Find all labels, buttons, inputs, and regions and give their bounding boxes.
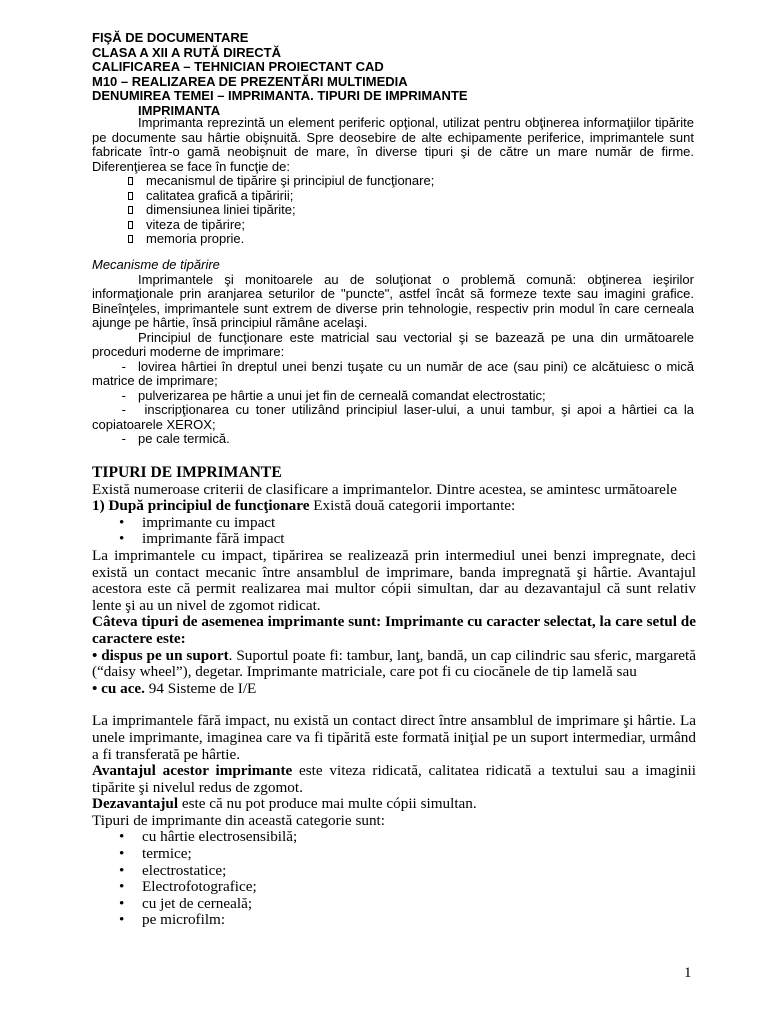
impact-types-paragraph: Câteva tipuri de asemenea imprimante sunt: Imprimante cu caracter selectat, la care setul de caractere este: (92, 613, 696, 647)
bullet-icon: • (119, 513, 125, 531)
nonimpact-types-list (92, 829, 696, 929)
procedures-list (92, 360, 694, 447)
list-item: calitatea grafică a tipăririi; (92, 189, 694, 204)
document-header (92, 31, 692, 118)
list-item: viteza de tipărire; (92, 218, 694, 233)
square-bullet-icon (128, 192, 133, 200)
types-heading: TIPURI DE IMPRIMANTE (92, 464, 282, 481)
list-item: dimensiunea liniei tipărite; (92, 203, 694, 218)
square-bullet-icon (128, 235, 133, 243)
list-item: • Electrofotografice; (119, 878, 257, 896)
bullet-icon: • (119, 894, 125, 912)
disadvantage-paragraph: Dezavantajul este că nu pot produce mai multe cópii simultan. (92, 795, 477, 813)
types-intro: Există numeroase criterii de clasificare a imprimantelor. Dintre acestea, se amintesc următoarele 1) După principiul de funcţionare Există două categorii importante: (92, 480, 677, 515)
impact-paragraph: La imprimantele cu impact, tipărirea se realizează prin intermediul unei benzi impregnate, deci există un contact mecanic între ansamblul de imprimare, banda impregnată şi hârtie. Avantajul acestora este că permit realizarea mai multor cópii simultan, dar au dezavantajul că sunt relativ lente şi au un nivel de zgomot ridicat. (92, 546, 696, 614)
list-item: • cu jet de cerneală; (119, 894, 253, 912)
intro-paragraph: Imprimanta reprezintă un element periferic opţional, utilizat pentru obţinerea informaţiilor tipărite pe documente sau hârtie obişnuită. Spre deosebire de alte echipamente periferice, imprimantele sunt fabricate într-o gamă neobişnuit de mare, în diverse tipuri şi de către un mare număr de firme. Diferenţierea se face în funcţie de: (92, 115, 694, 174)
bullet-icon: • (119, 530, 125, 548)
mechanisms-section (92, 258, 694, 447)
list-item: • pe microfilm: (119, 911, 226, 929)
list-item: - lovirea hârtiei în dreptul unei benzi tuşate cu un număr de ace (sau pini) ce alcătuiesc o mică matrice de imprimare; (92, 358, 694, 388)
bullet-icon: • (119, 911, 125, 929)
list-item: memoria proprie. (92, 232, 694, 247)
list-item: • termice; (119, 845, 192, 863)
square-bullet-icon (128, 177, 133, 185)
list-item: - pe cale termică. (121, 431, 230, 446)
nonimpact-types-intro: Tipuri de imprimante din această categorie sunt: (92, 811, 385, 829)
header-qualification: CALIFICAREA – TEHNICIAN PROIECTANT CAD (92, 59, 384, 74)
bullet-icon: • (119, 878, 125, 896)
section-title-imprimanta: IMPRIMANTA (138, 102, 221, 118)
list-item: mecanismul de tipărire şi principiul de funcţionare; (92, 174, 694, 189)
intro-section (92, 116, 694, 247)
printer-types-section (92, 465, 696, 929)
list-item: - pulverizarea pe hârtie a unui jet fin de cerneală comandat electrostatic; (121, 387, 546, 403)
square-bullet-icon (128, 206, 133, 214)
nonimpact-paragraph: La imprimantele fără impact, nu există un contact direct între ansamblul de imprimare şi hârtie. La unele imprimante, imaginea care va fi tipărită este formată iniţial pe un suport intermediar, urmând a fi transferată pe hârtie. (92, 712, 696, 763)
list-item: • imprimante fără impact (119, 530, 285, 548)
mechanisms-paragraph-1: Imprimantele şi monitoarele au de soluţionat o problemă comună: obţinerea ieşirilor informaţionale prin aranjarea seturilor de "puncte", astfel încât să formeze texte sau imagini grafice. Bineînţeles, imprimantele sunt extrem de diverse prin tehnologie, respectiv prin modul în care cerneala ajunge pe hârtie, însă principiul rămâne acelaşi. (92, 271, 694, 330)
list-item: - inscripţionarea cu toner utilizând principiul laser-ului, a unui tambur, şi apoi a hârtiei ca la copiatoarele XEROX; (92, 402, 694, 432)
support-paragraph: • dispus pe un suport. Suportul poate fi: tambur, lanţ, bandă, un cap cilindric sau sferic, margaretă (“daisy wheel”), degetar. Imprimante matriciale, care pot fi cu ciocănele de tip lamelă sau (92, 646, 696, 681)
header-title: FIŞĂ DE DOCUMENTARE (92, 30, 249, 45)
list-item: • cu hârtie electrosensibilă; (119, 828, 298, 846)
page-number: 1 (684, 965, 692, 981)
list-item: • imprimante cu impact (119, 513, 276, 531)
mechanisms-heading: Mecanisme de tipărire (92, 257, 220, 272)
square-bullet-icon (128, 221, 133, 229)
mechanisms-paragraph-2: Principiul de funcţionare este matricial sau vectorial şi se bazează pe una din următoarele proceduri moderne de imprimare: (92, 329, 694, 359)
header-topic: DENUMIREA TEMEI – IMPRIMANTA. TIPURI DE IMPRIMANTE (92, 88, 468, 103)
bullet-icon: • (119, 828, 125, 846)
list-item: • electrostatice; (119, 861, 227, 879)
advantage-paragraph: Avantajul acestor imprimante este viteza ridicată, calitatea ridicată a textului sau a imaginii tipărite şi nivelul redus de zgomot. (92, 762, 696, 796)
header-class: CLASA A XII A RUTĂ DIRECTĂ (92, 44, 281, 60)
needles-paragraph: • cu ace. 94 Sisteme de I/E (92, 679, 257, 697)
header-module: M10 – REALIZAREA DE PREZENTĂRI MULTIMEDIA (92, 73, 408, 89)
bullet-icon: • (119, 845, 125, 863)
bullet-icon: • (119, 861, 125, 879)
impact-categories-list (92, 515, 696, 548)
criteria-list (92, 174, 694, 247)
